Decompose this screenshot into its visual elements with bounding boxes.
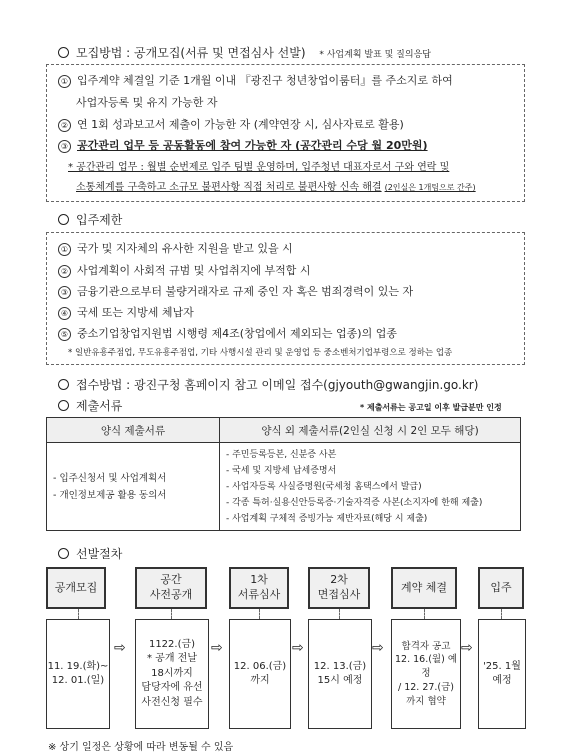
section-selection-process: [58, 545, 122, 562]
step-document-review-body: [229, 619, 291, 729]
section-title: 제출서류: [76, 399, 123, 413]
item-text: 국세 또는 지방세 체납자: [77, 306, 194, 319]
step-head-text: 공개모집: [54, 580, 98, 594]
restriction-item-5: [58, 325, 397, 341]
connector: [171, 609, 172, 619]
section-application-method: [58, 376, 478, 393]
step-move-in-head: [478, 567, 524, 609]
arrow-right-icon: ⇨: [211, 640, 223, 656]
step-head-text: 1차: [250, 573, 268, 587]
step-body-text: 합격자 공고: [401, 640, 451, 652]
list-item: - 사업자등록 사실증명원(국세청 홈택스에서 발급): [226, 481, 422, 492]
restriction-item-3: [58, 283, 413, 299]
step-interview-head: [308, 567, 370, 609]
step-preview-head: [135, 567, 207, 609]
number-icon: ①: [58, 243, 71, 256]
step-body-text: 12. 13.(금): [313, 660, 367, 672]
step-contract-body: [391, 619, 461, 729]
eligibility-item-2: [58, 116, 404, 132]
item-text: 사업계획이 사회적 규범 및 사업취지에 부적합 시: [77, 264, 311, 277]
item-text: 연 1회 성과보고서 제출이 가능한 자 (계약연장 시, 심사자료로 활용): [77, 118, 404, 131]
list-item: - 사업계획 구체적 증빙가능 제반자료(해당 시 제출): [226, 513, 428, 524]
documents-note: * 제출서류는 공고일 이후 발급분만 인정: [360, 403, 502, 412]
step-body-text: 12. 01.(일): [51, 675, 105, 686]
circle-bullet-icon: [58, 379, 69, 390]
step-preview-body: [135, 619, 209, 729]
step-body-text: * 공개 전날: [147, 653, 197, 665]
number-icon: ②: [58, 119, 71, 132]
number-icon: ③: [58, 140, 71, 153]
footnote-text: 소통체계를 구축하고 소규모 불편사항 직접 처리로 불편사항 신속 해결: [76, 182, 382, 193]
step-document-review-head: [229, 567, 289, 609]
circle-bullet-icon: [58, 214, 69, 225]
section-title: 선발절차: [76, 547, 123, 561]
forms-cell: [47, 443, 220, 531]
item-text: 금융기관으로부터 불량거래자로 규제 중인 자 혹은 범죄경력이 있는 자: [77, 285, 414, 298]
number-icon: ②: [58, 265, 71, 278]
footnote-space-management-cont: [76, 178, 476, 193]
arrow-right-icon: ⇨: [292, 640, 304, 656]
table-header-forms: 양식 제출서류: [47, 418, 220, 443]
list-item: - 개인정보제공 활용 동의서: [53, 489, 167, 501]
section-title: 모집방법 : 공개모집(서류 및 면접심사 선발): [76, 46, 306, 60]
number-icon: ⑤: [58, 328, 71, 341]
step-head-text: 서류심사: [237, 588, 281, 601]
restriction-footnote: * 일반유흥주점업, 무도유흥주점업, 기타 사행시설 관리 및 운영업 등 중소벤처기업부령으로 정하는 업종: [68, 348, 453, 358]
connector: [501, 609, 502, 619]
number-icon: ①: [58, 75, 71, 88]
table-header-other: 양식 외 제출서류(2인실 신청 시 2인 모두 해당): [220, 418, 521, 443]
number-icon: ④: [58, 307, 71, 320]
connector: [78, 609, 79, 619]
step-body-text: / 12. 27.(금): [397, 681, 455, 693]
step-head-text: 사전공개: [149, 588, 193, 601]
step-body-text: 15시 예정: [317, 675, 363, 686]
eligibility-item-1: [58, 72, 453, 88]
section-title: 입주제한: [76, 213, 123, 227]
circle-bullet-icon: [58, 47, 69, 58]
item-text: 국가 및 지자체의 유사한 지원을 받고 있을 시: [77, 242, 293, 255]
step-body-text: '25. 1월: [483, 660, 521, 672]
list-item: - 각종 특허·실용신안등록증·기술자격증 사본(소지자에 한해 제출): [226, 497, 483, 508]
step-body-text: 담당자에 유선: [141, 682, 203, 694]
other-docs-cell: [220, 443, 521, 531]
list-item: - 입주신청서 및 사업계획서: [53, 472, 167, 484]
list-item: - 주민등록등본, 신분증 사본: [226, 449, 337, 460]
step-body-text: 까지: [250, 675, 270, 686]
section-documents: [58, 397, 122, 414]
footnote-space-management: * 공간관리 업무 : 월별 순번제로 입주 팀별 운영하며, 입주청년 대표자로서 구와 연락 및: [68, 162, 450, 173]
item-text: 공간관리 업무 등 공동활동에 참여 가능한 자 (공간관리 수당 월 20만원): [77, 139, 428, 152]
step-body-text: 까지 협약: [406, 695, 446, 707]
eligibility-item-1-cont: 사업자등록 및 유지 가능한 자: [76, 96, 218, 109]
number-icon: ③: [58, 286, 71, 299]
circle-bullet-icon: [58, 400, 69, 411]
item-text: 중소기업창업지원법 시행령 제4조(창업에서 제외되는 업종)의 업종: [77, 327, 397, 340]
step-move-in-body: [478, 619, 526, 729]
section-note: * 사업계획 발표 및 질의응답: [319, 50, 431, 60]
arrow-right-icon: ⇨: [114, 640, 126, 656]
step-head-text: 면접심사: [317, 588, 361, 601]
step-head-text: 2차: [330, 573, 348, 587]
restriction-item-2: [58, 262, 311, 278]
section-title: 접수방법 : 광진구청 홈페이지 참고 이메일 접수(gjyouth@gwangjin.go.kr): [76, 378, 479, 392]
step-head-text: 계약 체결: [400, 580, 447, 594]
footnote-small: (2인실은 1개팀으로 간주): [384, 183, 476, 192]
restriction-item-4: [58, 304, 194, 320]
schedule-footnote: ※ 상기 일정은 상황에 따라 변동될 수 있음: [48, 742, 234, 753]
circle-bullet-icon: [58, 548, 69, 559]
step-body-text: 1122.(금): [148, 638, 196, 650]
step-open-recruitment-head: [46, 567, 106, 609]
section-restrictions: [58, 211, 122, 228]
arrow-right-icon: ⇨: [372, 640, 384, 656]
connector: [259, 609, 260, 619]
step-head-text: 공간: [160, 573, 182, 587]
documents-table: [46, 417, 521, 531]
step-body-text: 사전신청 필수: [141, 696, 203, 708]
step-contract-head: [391, 567, 457, 609]
connector: [424, 609, 425, 619]
connector: [339, 609, 340, 619]
step-body-text: 12. 16.(월) 예정: [394, 654, 458, 680]
restriction-item-1: [58, 240, 293, 256]
arrow-right-icon: ⇨: [461, 640, 473, 656]
step-body-text: 예정: [492, 675, 512, 686]
step-head-text: 입주: [490, 580, 512, 594]
step-body-text: 18시까지: [151, 667, 193, 679]
step-body-text: 12. 06.(금): [233, 660, 287, 672]
step-open-recruitment-body: [46, 619, 110, 729]
eligibility-item-3: [58, 137, 428, 153]
list-item: - 국세 및 지방세 납세증명서: [226, 465, 337, 476]
item-text: 입주계약 체결일 기준 1개월 이내 『광진구 청년창업이룸터』를 주소지로 하여: [77, 74, 453, 87]
step-interview-body: [308, 619, 372, 729]
step-body-text: 11. 19.(화)~: [47, 660, 109, 672]
section-recruitment-method: [58, 44, 431, 61]
